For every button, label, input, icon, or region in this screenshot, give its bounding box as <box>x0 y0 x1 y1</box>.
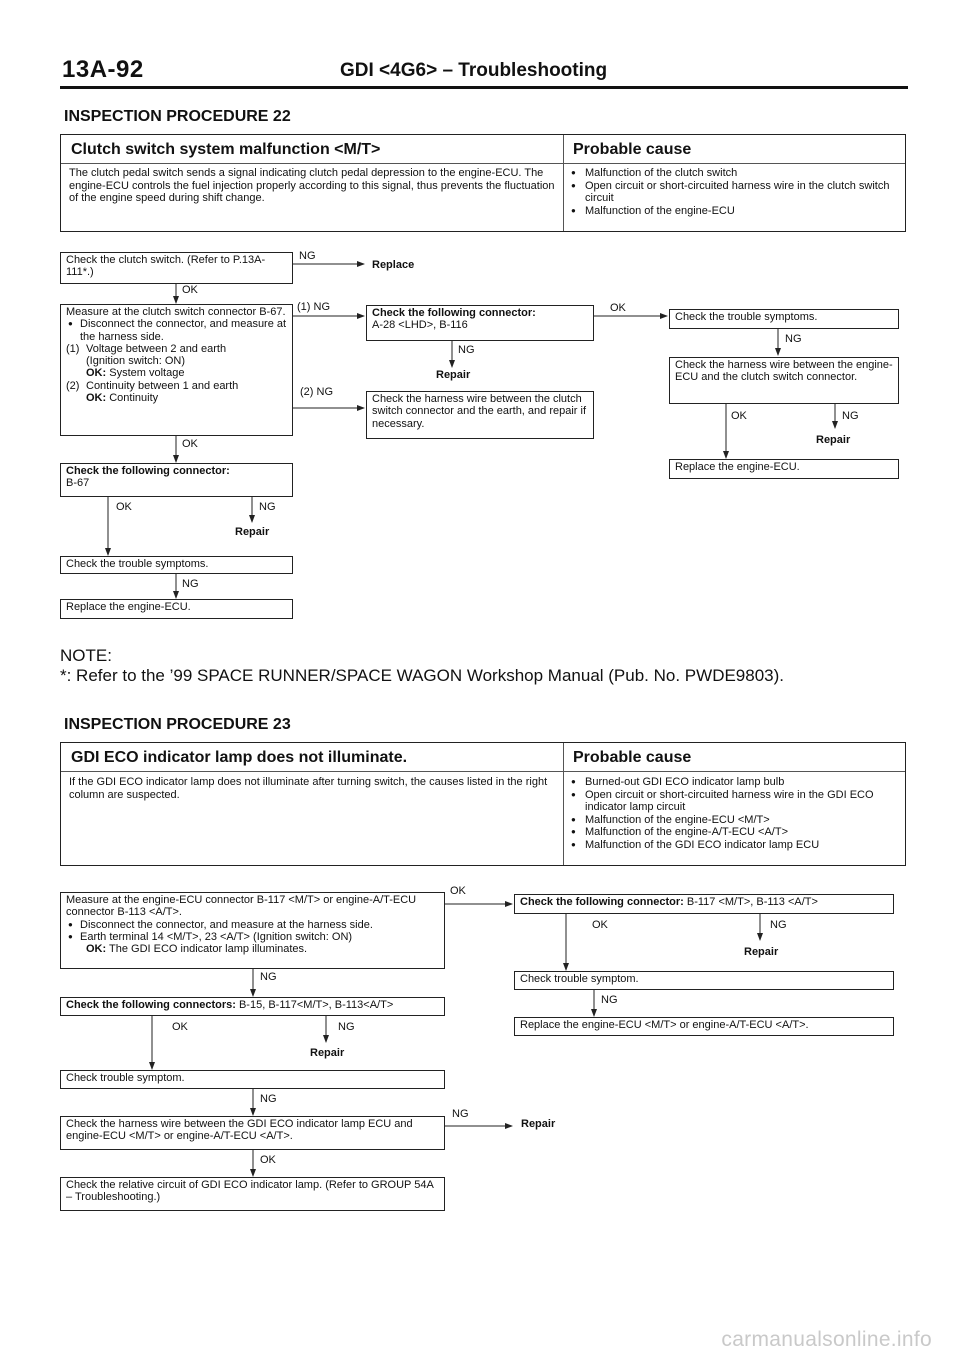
cause-item: ● Malfunction of the clutch switch <box>569 167 901 180</box>
cause-item: ● Malfunction of the engine-ECU <M/T> <box>569 814 901 827</box>
check-trouble-symptoms-box: Check the trouble symptoms. <box>669 309 899 329</box>
ng-label: NG <box>842 410 859 422</box>
repair-label: Repair <box>744 946 779 958</box>
ng-label: NG <box>182 578 199 590</box>
cause-item: ● Open circuit or short-circuited harness wire in the clutch switch circuit <box>569 180 901 205</box>
step-text: Measure at the engine-ECU connector B-117 <M/T> or engine-A/T-ECU connector B-113 <A/T>. <box>66 894 417 919</box>
check-clutch-switch-box: Check the clutch switch. (Refer to P.13A-111*.) <box>60 252 293 284</box>
ng-label: NG <box>338 1021 355 1033</box>
ng-label: (2) NG <box>300 386 333 398</box>
ng-label: NG <box>452 1108 469 1120</box>
replace-label: Replace <box>372 259 415 271</box>
ok-key: OK: <box>86 367 107 380</box>
connector-list: A-28 <LHD>, B-116 <box>372 319 468 332</box>
ng-label: NG <box>785 333 802 345</box>
check-trouble-symptoms-box: Check the trouble symptoms. <box>60 556 293 574</box>
ok-label: OK <box>260 1154 276 1166</box>
panel-description: The clutch pedal switch sends a signal indicating clutch pedal depression to the engine-ECU. The engine-ECU controls the fuel injection properly according to this signal, thus prevents the fluctuation of the engine speed during shift change. <box>69 167 555 204</box>
ng-label: NG <box>770 919 787 931</box>
ok-criteria: Continuity <box>109 392 159 405</box>
repair-label: Repair <box>310 1047 345 1059</box>
ok-criteria: System voltage <box>109 367 185 380</box>
repair-label: Repair <box>816 434 851 446</box>
page-number: 13A-92 <box>62 56 144 83</box>
step-number: (2) <box>66 379 80 392</box>
procedure-23-heading: INSPECTION PROCEDURE 23 <box>64 716 291 733</box>
note-heading: NOTE: <box>60 646 112 665</box>
panel-title: Clutch switch system malfunction <M/T> <box>71 141 381 158</box>
ok-key: OK: <box>86 943 107 956</box>
ng-label: NG <box>299 250 316 262</box>
step-bullet: ● Disconnect the connector, and measure at the harness side. <box>66 919 439 931</box>
replace-engine-ecu-box: Replace the engine-ECU <M/T> or engine-A/T-ECU <A/T>. <box>514 1017 894 1036</box>
ng-label: NG <box>259 501 276 513</box>
check-connector-box <box>514 894 894 914</box>
ok-label: OK <box>182 438 198 450</box>
ok-label: OK <box>610 302 626 314</box>
step-text: Voltage between 2 and earth <box>86 342 227 355</box>
step-key: Check the following connectors: <box>66 999 236 1011</box>
step-bullet: ● Disconnect the connector, and measure at the harness side. <box>66 318 287 343</box>
cause-item: ● Burned-out GDI ECO indicator lamp bulb <box>569 776 901 789</box>
ng-label: (1) NG <box>297 301 330 313</box>
connector-list: B-67 <box>66 477 90 490</box>
step-text: Continuity between 1 and earth <box>86 379 239 392</box>
check-harness-ecu-box: Check the harness wire between the engine-ECU and the clutch switch connector. <box>669 357 899 404</box>
replace-engine-ecu-box: Replace the engine-ECU. <box>669 459 899 479</box>
ng-label: NG <box>260 971 277 983</box>
step-text: Measure at the clutch switch connector B-67. <box>66 306 286 318</box>
step-key: Check the following connector: <box>66 465 230 477</box>
check-trouble-symptom-box: Check trouble symptom. <box>60 1070 445 1089</box>
panel-description: If the GDI ECO indicator lamp does not illuminate after turning switch, the causes listed in the right column are suspected. <box>69 776 548 801</box>
ok-label: OK <box>116 501 132 513</box>
ok-label: OK <box>592 919 608 931</box>
ok-criteria: The GDI ECO indicator lamp illuminates. <box>109 943 308 956</box>
cause-item: ● Malfunction of the GDI ECO indicator lamp ECU <box>569 839 901 852</box>
cause-item: ● Malfunction of the engine-A/T-ECU <A/T> <box>569 826 901 839</box>
check-relative-circuit-box: Check the relative circuit of GDI ECO indicator lamp. (Refer to GROUP 54A – Troubleshooting.) <box>60 1177 445 1211</box>
ok-key: OK: <box>86 392 107 405</box>
check-harness-earth-box: Check the harness wire between the clutch switch connector and the earth, and repair if necessary. <box>366 391 594 439</box>
step-bullet: ● Earth terminal 14 <M/T>, 23 <A/T> (Ignition switch: ON) <box>66 931 439 943</box>
note-text: *: Refer to the ’99 SPACE RUNNER/SPACE WAGON Workshop Manual (Pub. No. PWDE9803). <box>60 666 785 685</box>
procedure-22-heading: INSPECTION PROCEDURE 22 <box>64 108 291 125</box>
repair-label: Repair <box>235 526 270 538</box>
connector-list: B-15, B-117<M/T>, B-113<A/T> <box>238 999 394 1011</box>
step-key: Check the following connector: <box>372 307 536 319</box>
repair-label: Repair <box>436 369 471 381</box>
ng-label: NG <box>458 344 475 356</box>
repair-label: Repair <box>521 1118 556 1130</box>
ok-label: OK <box>182 284 198 296</box>
cause-item: ● Open circuit or short-circuited harness wire in the GDI ECO indicator lamp circuit <box>569 789 901 814</box>
watermark: carmanualsonline.info <box>721 1328 932 1351</box>
step-key: Check the following connector: <box>520 896 684 908</box>
check-trouble-symptom-box: Check trouble symptom. <box>514 971 894 990</box>
ok-label: OK <box>450 885 466 897</box>
connector-list: B-117 <M/T>, B-113 <A/T> <box>686 896 818 908</box>
panel-title: GDI ECO indicator lamp does not illuminate. <box>71 749 408 766</box>
measure-engine-ecu-connector-box <box>60 892 445 969</box>
check-harness-lamp-ecu-box: Check the harness wire between the GDI ECO indicator lamp ECU and engine-ECU <M/T> or engine-A/T-ECU <A/T>. <box>60 1116 445 1150</box>
page-title: GDI <4G6> – Troubleshooting <box>340 60 608 81</box>
step-number: (1) <box>66 342 80 355</box>
ok-label: OK <box>172 1021 188 1033</box>
check-connectors-box <box>60 997 445 1016</box>
ng-label: NG <box>260 1093 277 1105</box>
probable-cause-title: Probable cause <box>573 749 692 766</box>
probable-cause-title: Probable cause <box>573 141 692 158</box>
step-text: (Ignition switch: ON) <box>86 355 186 368</box>
cause-item: ● Malfunction of the engine-ECU <box>569 205 901 218</box>
ng-label: NG <box>601 994 618 1006</box>
ok-label: OK <box>731 410 747 422</box>
replace-engine-ecu-box: Replace the engine-ECU. <box>60 599 293 619</box>
